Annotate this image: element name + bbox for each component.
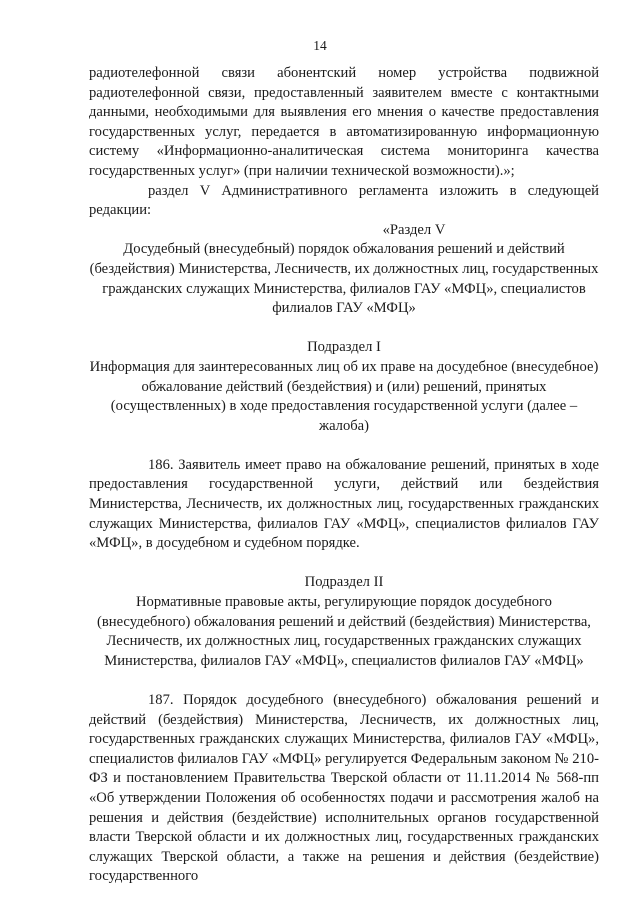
page-number: 14 — [313, 38, 327, 53]
subsection-2-title: Нормативные правовые акты, регулирующие порядок досудебного (внесудебного) обжалования решений и действий (бездействия) Министерства, Лесничеств, их должностных лиц, государственных гражданских служащих Министерства, филиалов ГАУ «МФЦ», специалистов филиалов ГАУ «МФЦ» — [97, 594, 591, 669]
paragraph-186: 186. Заявитель имеет право на обжалование решений, принятых в ходе предоставления государственной услуги, действий или бездействия Министерства, Лесничеств, их должностных лиц, государственных гражданских служащих Министерства, филиалов ГАУ «МФЦ», специалистов филиалов ГАУ «МФЦ», в досудебном и судебном порядке. — [89, 456, 599, 552]
subsection-1-title: Информация для заинтересованных лиц об их праве на досудебное (внесудебное) обжалование действий (бездействия) и (или) решений, принятых (осуществленных) в ходе предоставления государственной услуги (далее – жалоба) — [89, 358, 599, 434]
section-heading: «Раздел V — [382, 221, 446, 238]
subsection-1-heading: Подраздел I — [307, 339, 381, 356]
spacer — [89, 554, 599, 574]
subsection-2-heading: Подраздел II — [304, 574, 384, 591]
paragraph-187: 187. Порядок досудебного (внесудебного) обжалования решений и действий (бездействия) Министерства, Лесничеств, их должностных лиц, государственных гражданских служащих Министерства, филиалов ГАУ «МФЦ», специалистов филиалов ГАУ «МФЦ» регулируется Федеральным законом № 210-ФЗ и постановлением Правительства Тверской области от 11.11.2014 № 568-пп «Об утверждении Положения об особенностях подачи и рассмотрения жалоб на решения и действия (бездействие) исполнительных органов государственной власти Тверской области и их должностных лиц, государственных гражданских служащих Тверской области, а также на решения и действия (бездействие) государственного — [89, 692, 599, 885]
spacer — [89, 671, 599, 691]
section-title: Досудебный (внесудебный) порядок обжалования решений и действий (бездействия) Министерства, Лесничеств, их должностных лиц, государственных гражданских служащих Министерства, филиалов ГАУ «МФЦ», специалистов филиалов ГАУ «МФЦ» — [89, 241, 599, 317]
paragraph-continuation: радиотелефонной связи абонентский номер устройства подвижной радиотелефонной связи, предоставленный заявителем вместе с контактными данными, необходимыми для выявления его мнения о качестве предоставления государственных услуг, передается в автоматизированную информационную систему «Информационно-аналитическая система мониторинга качества государственных услуг» (при наличии технической возможности).»; — [89, 65, 599, 179]
spacer — [89, 319, 599, 339]
spacer — [89, 436, 599, 456]
paragraph-amendment-section-v: раздел V Административного регламента изложить в следующей редакции: — [89, 182, 599, 219]
document-body — [89, 64, 599, 887]
